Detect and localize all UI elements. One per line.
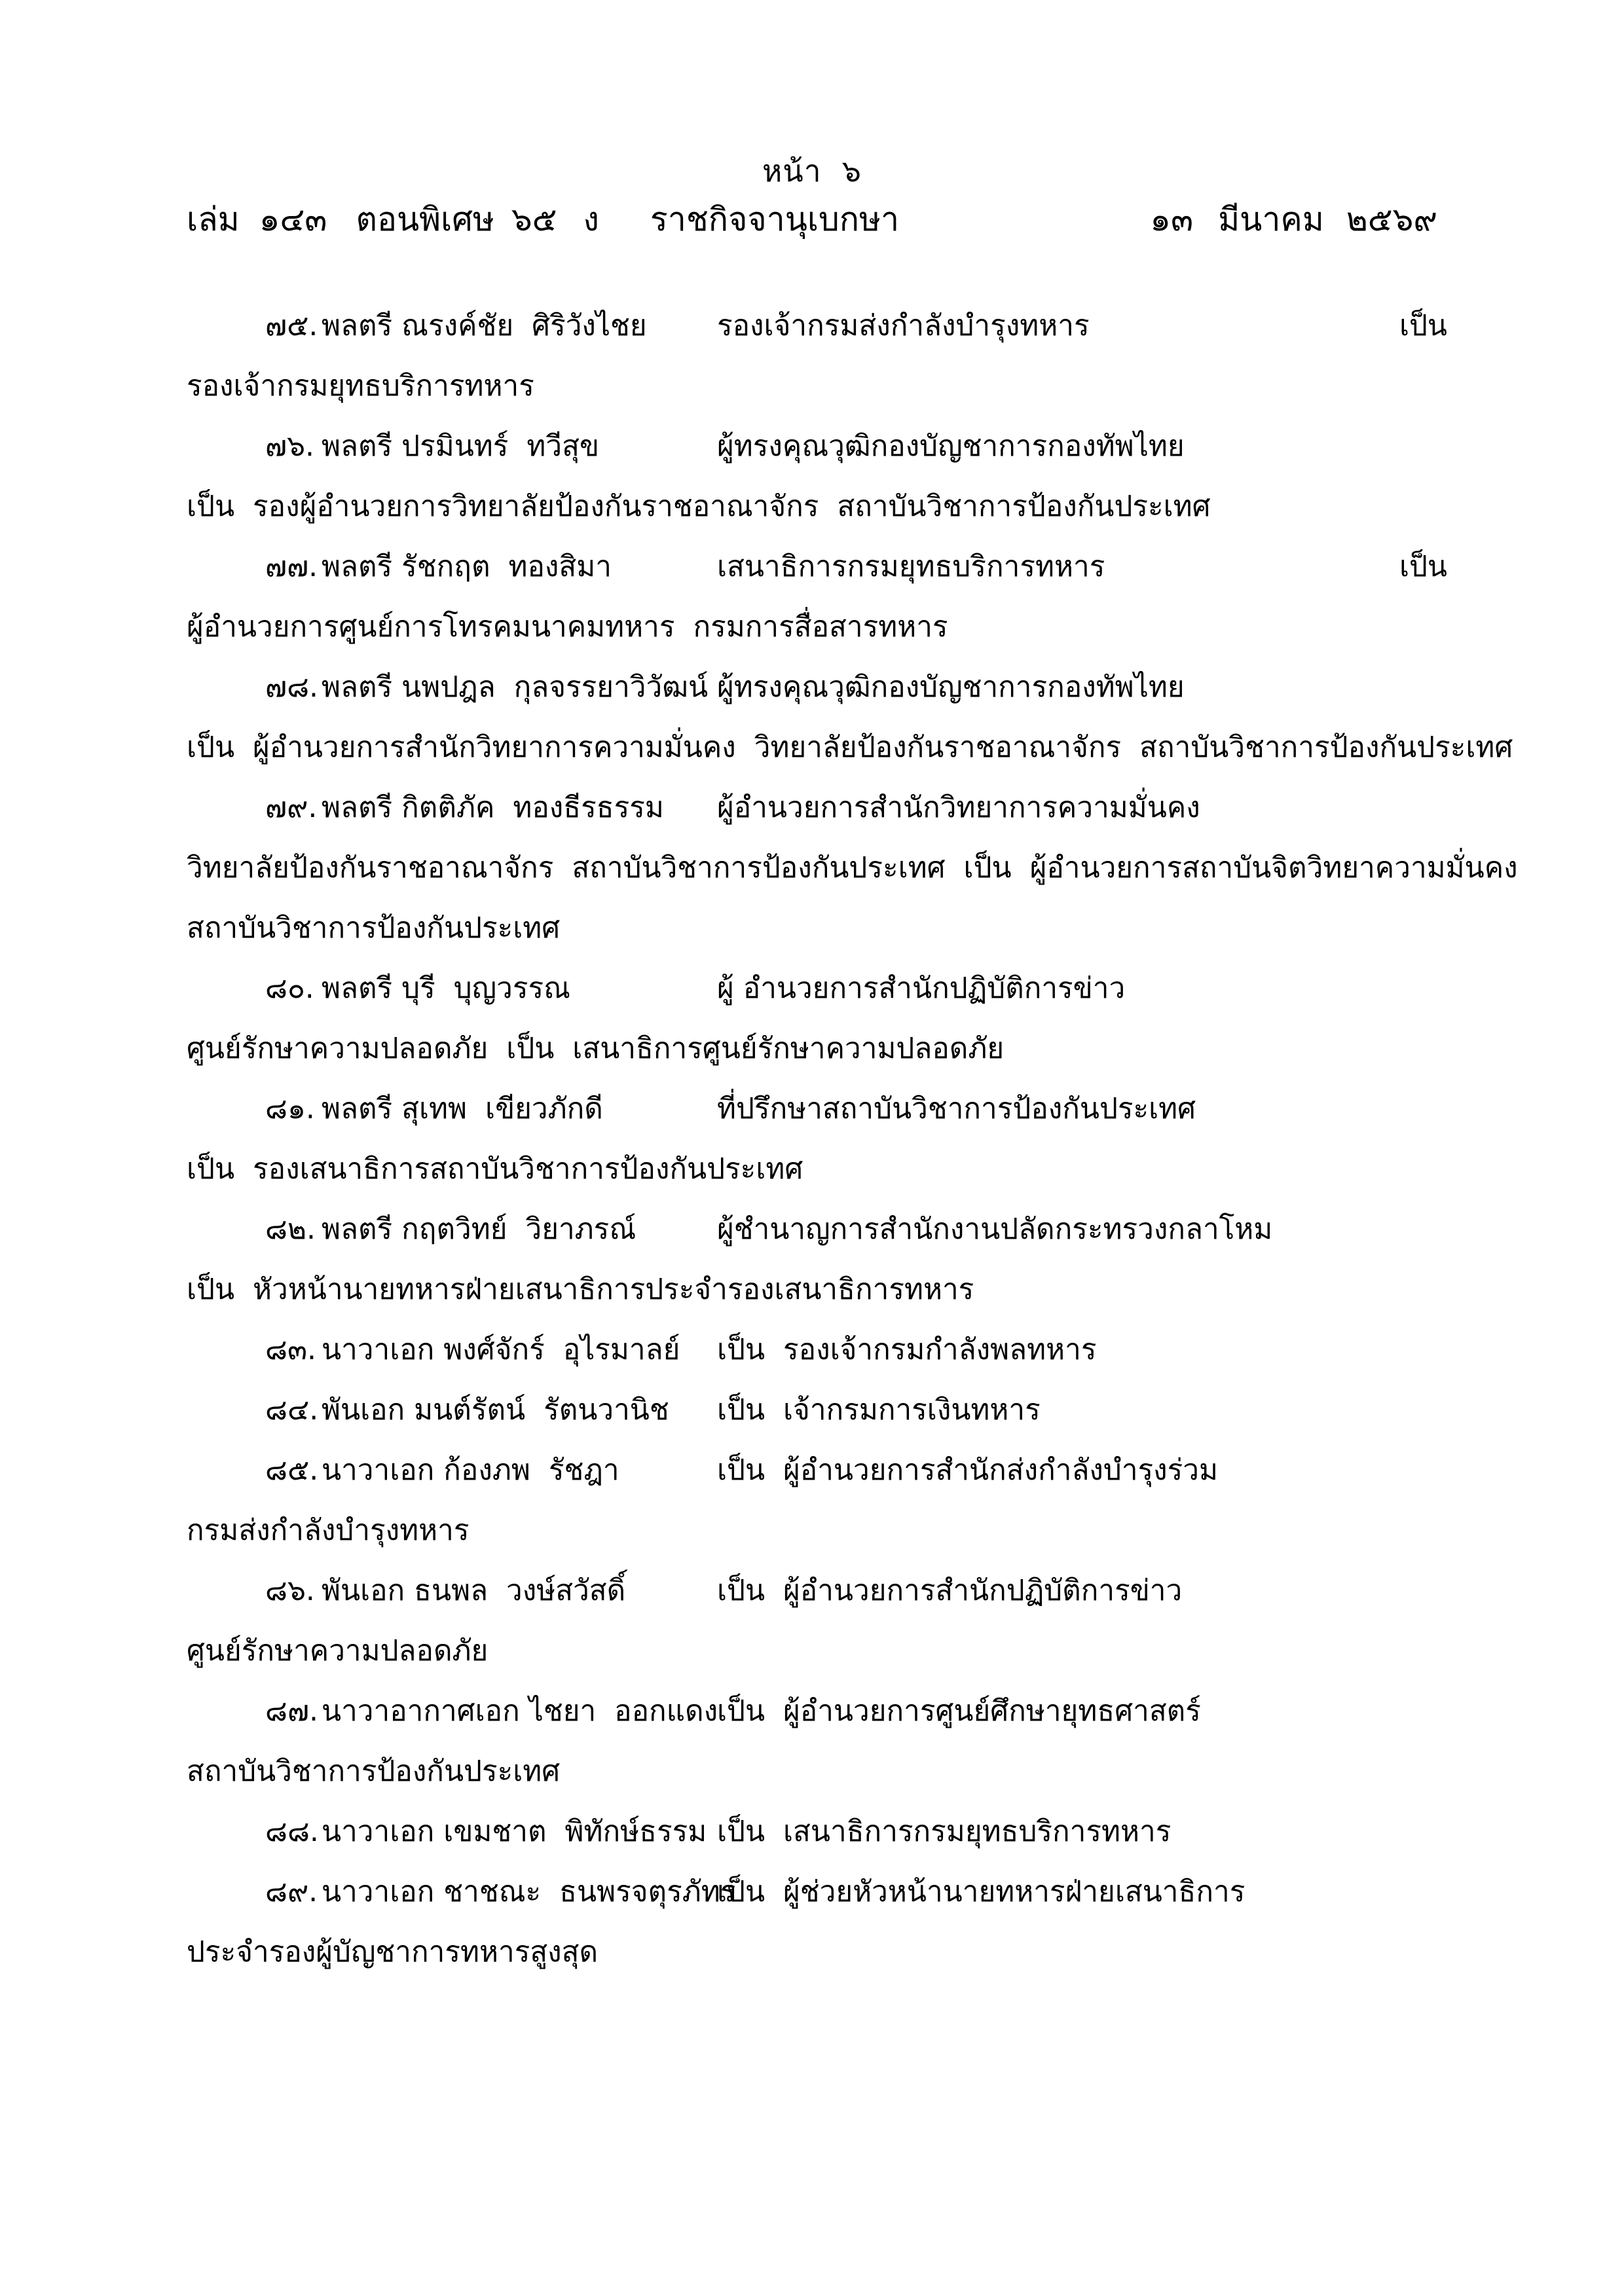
- entry-left: [187, 1862, 735, 1922]
- entry-number: ๘๒.: [265, 1212, 316, 1246]
- appointment-entry: [187, 1380, 1447, 1440]
- entry-left: [187, 1320, 680, 1380]
- part-label: ตอนพิเศษ: [356, 200, 494, 238]
- entry-number: ๘๓.: [265, 1333, 317, 1366]
- entry-role: ผู้ อำนวยการสำนักปฏิบัติการข่าว: [717, 972, 1126, 1005]
- entry-person-name: นาวาเอก เขมชาต พิทักษ์ธรรม: [322, 1815, 707, 1848]
- entry-role: เป็น ผู้ช่วยหัวหน้านายทหารฝ่ายเสนาธิการ: [717, 1875, 1246, 1908]
- publication-day: ๑๓: [1150, 200, 1194, 238]
- entry-role: [717, 537, 1447, 597]
- entry-number: ๗๘.: [265, 670, 319, 704]
- entry-head: [187, 1380, 1447, 1440]
- entry-role-connector: เป็น: [1399, 309, 1447, 342]
- masthead: [187, 153, 1437, 238]
- entry-role: เป็น ผู้อำนวยการศูนย์ศึกษายุทธศาสตร์: [717, 1694, 1201, 1728]
- entry-number: ๘๕.: [265, 1453, 319, 1487]
- entry-left: [187, 1199, 636, 1260]
- entry-head: [187, 296, 1447, 356]
- appointment-entry: [187, 416, 1447, 537]
- entry-head: [187, 1079, 1447, 1139]
- entry-person-name: นาวาเอก พงศ์จักร์ อุไรมาลย์: [322, 1333, 680, 1366]
- entry-left: [187, 1561, 625, 1621]
- gazette-title: ราชกิจจานุเบกษา: [650, 200, 900, 238]
- entry-head: [187, 958, 1447, 1019]
- entry-role: ที่ปรึกษาสถาบันวิชาการป้องกันประเทศ: [717, 1092, 1196, 1125]
- entry-continuation-line: ศูนย์รักษาความปลอดภัย เป็น เสนาธิการศูนย์รักษาความปลอดภัย: [187, 1032, 1005, 1065]
- entry-left: [187, 537, 612, 597]
- appointment-entry: [187, 778, 1518, 958]
- entry-person-name: พลตรี บุรี บุญวรรณ: [322, 972, 570, 1005]
- appointment-entry: [187, 296, 1447, 416]
- entry-head: [187, 1561, 1447, 1621]
- entry-role: ผู้ทรงคุณวุฒิกองบัญชาการกองทัพไทย: [717, 670, 1185, 704]
- masthead-left: [187, 200, 900, 238]
- entry-person-name: พลตรี ณรงค์ชัย ศิริวังไชย: [322, 309, 647, 342]
- entry-head: [187, 1862, 1447, 1922]
- entry-left: [187, 1802, 707, 1862]
- entry-number: ๗๗.: [265, 550, 318, 583]
- entry-role: เป็น รองเจ้ากรมกำลังพลทหาร: [717, 1333, 1097, 1366]
- entry-person-name: พันเอก ธนพล วงษ์สวัสดิ์: [322, 1574, 626, 1607]
- entry-continuation-line: เป็น หัวหน้านายทหารฝ่ายเสนาธิการประจำรองเสนาธิการทหาร: [187, 1273, 974, 1306]
- entry-left: [187, 657, 708, 718]
- entry-role-from: เสนาธิการกรมยุทธบริการทหาร: [717, 550, 1105, 583]
- entry-head: [187, 1199, 1447, 1260]
- entry-continuation-line: เป็น รองเสนาธิการสถาบันวิชาการป้องกันประเทศ: [187, 1152, 803, 1186]
- entry-number: ๘๖.: [265, 1574, 315, 1607]
- entry-person-name: นาวาอากาศเอก ไชยา ออกแดง: [322, 1694, 718, 1728]
- entry-number: ๗๖.: [265, 429, 315, 463]
- appointment-entry: [187, 1802, 1447, 1862]
- entry-head: [187, 1681, 1447, 1741]
- appointment-entry: [187, 1862, 1447, 1982]
- appointment-list: [187, 296, 1518, 1982]
- masthead-rule-row: [187, 200, 1437, 238]
- entry-head: [187, 1440, 1447, 1501]
- entry-continuation-line: ศูนย์รักษาความปลอดภัย: [187, 1634, 489, 1667]
- entry-number: ๘๙.: [265, 1875, 318, 1908]
- entry-head: [187, 537, 1447, 597]
- entry-person-name: พลตรี กิตติภัค ทองธีรธรรม: [322, 791, 664, 824]
- entry-role-connector: เป็น: [1399, 550, 1447, 583]
- appointment-entry: [187, 1681, 1447, 1802]
- entry-role: เป็น เสนาธิการกรมยุทธบริการทหาร: [717, 1815, 1172, 1848]
- entry-number: ๘๘.: [265, 1815, 319, 1848]
- volume-number: ๑๔๓: [259, 200, 327, 238]
- entry-head: [187, 1802, 1447, 1862]
- appointment-entry: [187, 958, 1447, 1079]
- entry-person-name: พลตรี สุเทพ เขียวภักดี: [322, 1092, 603, 1125]
- appointment-entry: [187, 657, 1513, 778]
- entry-head: [187, 416, 1447, 477]
- entry-left: [187, 1380, 669, 1440]
- entry-left: [187, 296, 647, 356]
- appointment-entry: [187, 537, 1447, 657]
- entry-continuation-line: เป็น ผู้อำนวยการสำนักวิทยาการความมั่นคง วิทยาลัยป้องกันราชอาณาจักร สถาบันวิชาการป้องกันประเทศ: [187, 731, 1513, 764]
- entry-person-name: พลตรี รัชกฤต ทองสิมา: [322, 550, 612, 583]
- page-number-label: หน้า ๖: [762, 153, 862, 189]
- entry-number: ๗๙.: [265, 791, 318, 824]
- publication-month: มีนาคม: [1218, 200, 1324, 238]
- entry-continuation-line: ผู้อำนวยการศูนย์การโทรคมนาคมทหาร กรมการสื่อสารทหาร: [187, 610, 948, 644]
- entry-left: [187, 1440, 619, 1501]
- entry-continuation-line: ประจำรองผู้บัญชาการทหารสูงสุด: [187, 1935, 599, 1969]
- entry-continuation-line: วิทยาลัยป้องกันราชอาณาจักร สถาบันวิชาการป้องกันประเทศ เป็น ผู้อำนวยการสถาบันจิตวิทยาความมั่นคง: [187, 851, 1518, 884]
- appointment-entry: [187, 1440, 1447, 1561]
- entry-person-name: นาวาเอก ชาชณะ ธนพรจตุรภัทร: [322, 1875, 736, 1908]
- appointment-entry: [187, 1079, 1447, 1199]
- entry-person-name: พลตรี ปรมินทร์ ทวีสุข: [322, 429, 600, 463]
- masthead-right: [1150, 200, 1437, 238]
- entry-left: [187, 778, 664, 838]
- entry-left: [187, 958, 570, 1019]
- entry-head: [187, 657, 1447, 718]
- entry-continuation-line: เป็น รองผู้อำนวยการวิทยาลัยป้องกันราชอาณาจักร สถาบันวิชาการป้องกันประเทศ: [187, 490, 1211, 523]
- entry-head: [187, 1320, 1447, 1380]
- entry-continuation-line: กรมส่งกำลังบำรุงทหาร: [187, 1514, 470, 1547]
- entry-number: ๗๕.: [265, 309, 318, 342]
- entry-number: ๘๗.: [265, 1694, 319, 1728]
- entry-role: [717, 296, 1447, 356]
- entry-left: [187, 1681, 718, 1741]
- part-number: ๖๕: [511, 200, 557, 238]
- entry-person-name: พลตรี นพปฎล กุลจรรยาวิวัฒน์: [322, 670, 709, 704]
- entry-head: [187, 778, 1447, 838]
- entry-number: ๘๔.: [265, 1393, 319, 1427]
- entry-person-name: พันเอก มนต์รัตน์ รัตนวานิช: [322, 1393, 669, 1427]
- entry-role: ผู้ทรงคุณวุฒิกองบัญชาการกองทัพไทย: [717, 429, 1185, 463]
- entry-role: ผู้ชำนาญการสำนักงานปลัดกระทรวงกลาโหม: [717, 1212, 1273, 1246]
- entry-number: ๘๐.: [265, 972, 314, 1005]
- volume-label: เล่ม: [187, 200, 240, 238]
- appointment-entry: [187, 1320, 1447, 1380]
- entry-left: [187, 1079, 603, 1139]
- entry-role-from: รองเจ้ากรมส่งกำลังบำรุงทหาร: [717, 309, 1090, 342]
- entry-role: เป็น ผู้อำนวยการสำนักปฏิบัติการข่าว: [717, 1574, 1183, 1607]
- entry-continuation-line: สถาบันวิชาการป้องกันประเทศ: [187, 911, 561, 945]
- entry-person-name: พลตรี กฤตวิทย์ วิยาภรณ์: [322, 1212, 637, 1246]
- entry-role: ผู้อำนวยการสำนักวิทยาการความมั่นคง: [717, 791, 1200, 824]
- publication-year: ๒๕๖๙: [1346, 200, 1437, 238]
- section-letter: ง: [583, 200, 599, 238]
- entry-continuation-line: รองเจ้ากรมยุทธบริการทหาร: [187, 369, 534, 403]
- entry-role: เป็น เจ้ากรมการเงินทหาร: [717, 1393, 1041, 1427]
- entry-role: เป็น ผู้อำนวยการสำนักส่งกำลังบำรุงร่วม: [717, 1453, 1218, 1487]
- entry-continuation-line: สถาบันวิชาการป้องกันประเทศ: [187, 1755, 561, 1788]
- entry-left: [187, 416, 599, 477]
- appointment-entry: [187, 1561, 1447, 1681]
- entry-number: ๘๑.: [265, 1092, 315, 1125]
- appointment-entry: [187, 1199, 1447, 1320]
- entry-person-name: นาวาเอก ก้องภพ รัชฎา: [322, 1453, 619, 1487]
